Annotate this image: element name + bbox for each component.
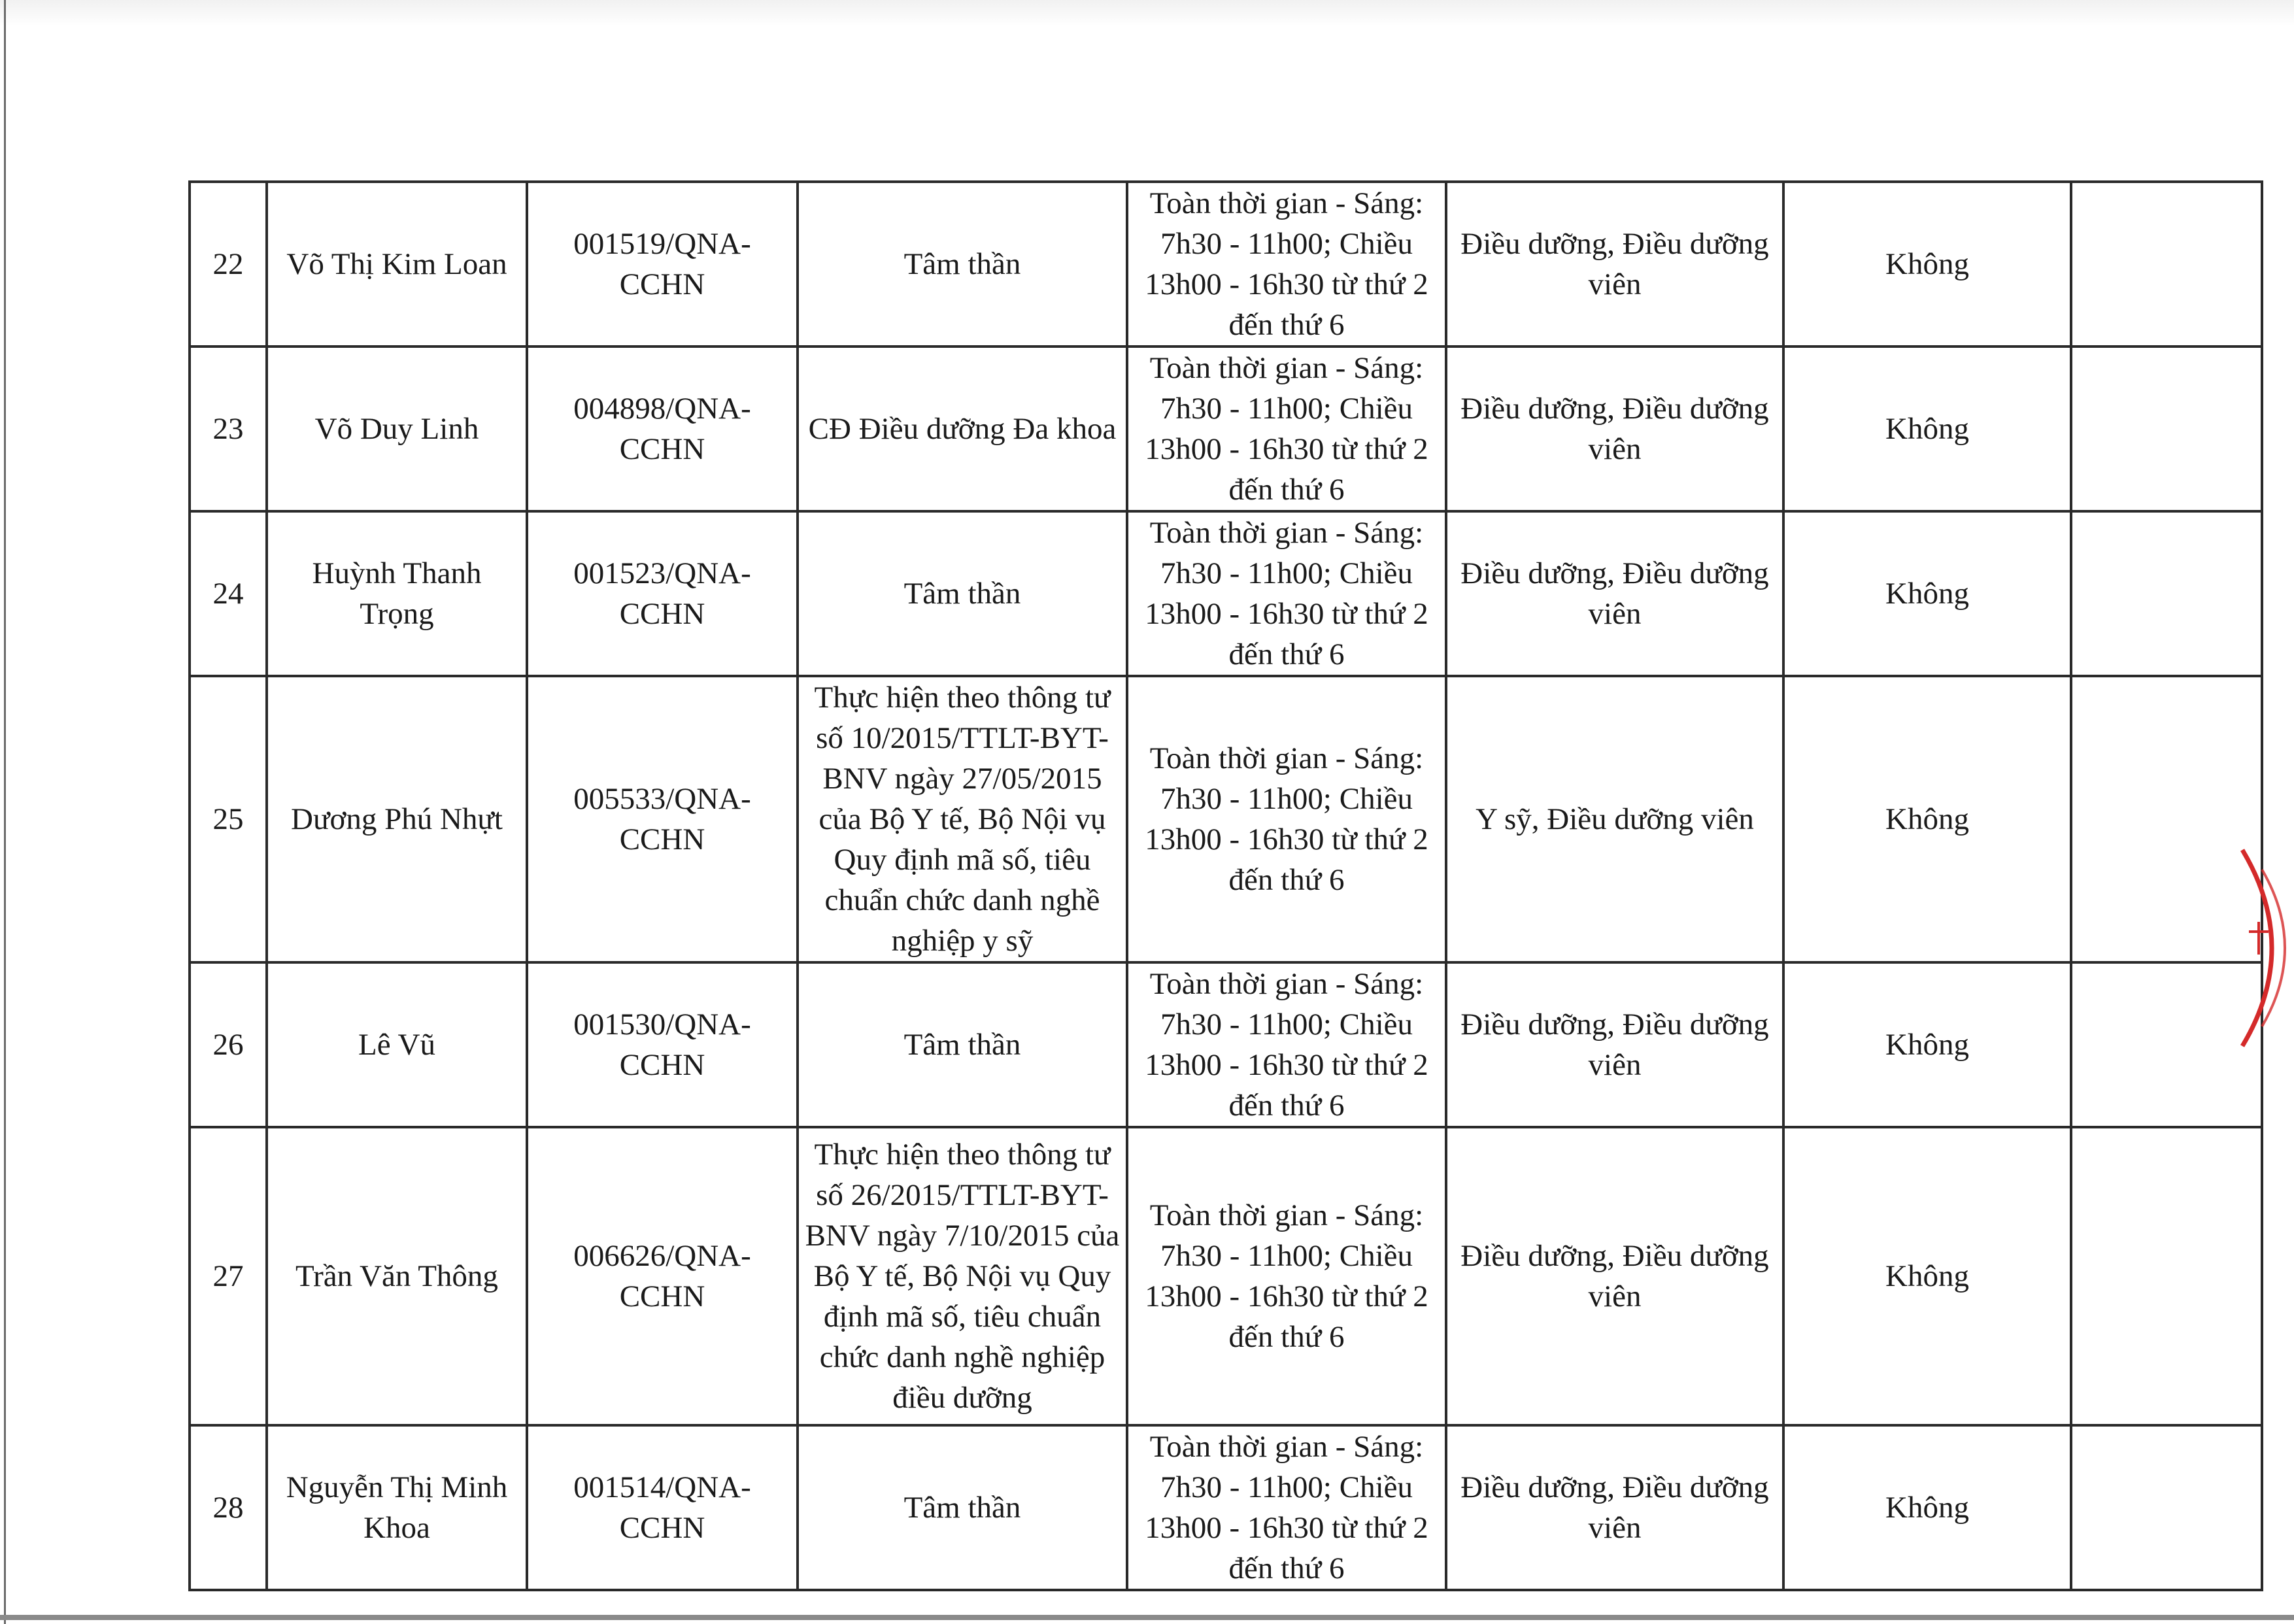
- row-number: 22: [190, 182, 267, 347]
- position: Điều dưỡng, Điều dưỡng viên: [1446, 1425, 1783, 1590]
- table-row: [190, 1425, 2262, 1590]
- certificate-number: 004898/QNA-CCHN: [527, 347, 798, 511]
- row-number: 25: [190, 676, 267, 962]
- position: Y sỹ, Điều dưỡng viên: [1446, 676, 1783, 962]
- position: Điều dưỡng, Điều dưỡng viên: [1446, 1127, 1783, 1425]
- scan-shading: [0, 0, 2294, 26]
- note: [2071, 511, 2262, 676]
- work-schedule: Toàn thời gian - Sáng: 7h30 - 11h00; Chiều 13h00 - 16h30 từ thứ 2 đến thứ 6: [1127, 1127, 1446, 1425]
- certificate-number: 001514/QNA-CCHN: [527, 1425, 798, 1590]
- certificate-number: 005533/QNA-CCHN: [527, 676, 798, 962]
- page-edge-left: [4, 0, 6, 1624]
- work-schedule: Toàn thời gian - Sáng: 7h30 - 11h00; Chiều 13h00 - 16h30 từ thứ 2 đến thứ 6: [1127, 347, 1446, 511]
- work-schedule: Toàn thời gian - Sáng: 7h30 - 11h00; Chiều 13h00 - 16h30 từ thứ 2 đến thứ 6: [1127, 182, 1446, 347]
- position: Điều dưỡng, Điều dưỡng viên: [1446, 347, 1783, 511]
- page-edge-bottom: [0, 1615, 2294, 1620]
- other-workplace: Không: [1783, 676, 2071, 962]
- staff-name: Dương Phú Nhựt: [267, 676, 527, 962]
- work-schedule: Toàn thời gian - Sáng: 7h30 - 11h00; Chiều 13h00 - 16h30 từ thứ 2 đến thứ 6: [1127, 1425, 1446, 1590]
- note: [2071, 1127, 2262, 1425]
- certificate-number: 001519/QNA-CCHN: [527, 182, 798, 347]
- row-number: 26: [190, 962, 267, 1127]
- other-workplace: Không: [1783, 347, 2071, 511]
- row-number: 24: [190, 511, 267, 676]
- practice-scope: Tâm thần: [798, 182, 1127, 347]
- note: [2071, 1425, 2262, 1590]
- staff-name: Lê Vũ: [267, 962, 527, 1127]
- certificate-number: 001523/QNA-CCHN: [527, 511, 798, 676]
- row-number: 23: [190, 347, 267, 511]
- note: [2071, 347, 2262, 511]
- work-schedule: Toàn thời gian - Sáng: 7h30 - 11h00; Chiều 13h00 - 16h30 từ thứ 2 đến thứ 6: [1127, 962, 1446, 1127]
- red-seal-fragment: [2229, 843, 2294, 1053]
- position: Điều dưỡng, Điều dưỡng viên: [1446, 511, 1783, 676]
- row-number: 27: [190, 1127, 267, 1425]
- row-number: 28: [190, 1425, 267, 1590]
- position: Điều dưỡng, Điều dưỡng viên: [1446, 182, 1783, 347]
- staff-name: Võ Duy Linh: [267, 347, 527, 511]
- table-row: [190, 511, 2262, 676]
- staff-name: Trần Văn Thông: [267, 1127, 527, 1425]
- practice-scope: CĐ Điều dưỡng Đa khoa: [798, 347, 1127, 511]
- other-workplace: Không: [1783, 962, 2071, 1127]
- staff-name: Nguyễn Thị Minh Khoa: [267, 1425, 527, 1590]
- certificate-number: 006626/QNA-CCHN: [527, 1127, 798, 1425]
- seal-mark: [2249, 922, 2269, 955]
- other-workplace: Không: [1783, 1127, 2071, 1425]
- table-row: [190, 676, 2262, 962]
- other-workplace: Không: [1783, 1425, 2071, 1590]
- table-row: [190, 182, 2262, 347]
- staff-name: Huỳnh Thanh Trọng: [267, 511, 527, 676]
- table-row: [190, 347, 2262, 511]
- staff-table: [188, 180, 2263, 1591]
- table-row: [190, 1127, 2262, 1425]
- certificate-number: 001530/QNA-CCHN: [527, 962, 798, 1127]
- practice-scope: Tâm thần: [798, 511, 1127, 676]
- work-schedule: Toàn thời gian - Sáng: 7h30 - 11h00; Chiều 13h00 - 16h30 từ thứ 2 đến thứ 6: [1127, 511, 1446, 676]
- work-schedule: Toàn thời gian - Sáng: 7h30 - 11h00; Chiều 13h00 - 16h30 từ thứ 2 đến thứ 6: [1127, 676, 1446, 962]
- practice-scope: Tâm thần: [798, 962, 1127, 1127]
- table-row: [190, 962, 2262, 1127]
- staff-name: Võ Thị Kim Loan: [267, 182, 527, 347]
- practice-scope: Tâm thần: [798, 1425, 1127, 1590]
- position: Điều dưỡng, Điều dưỡng viên: [1446, 962, 1783, 1127]
- practice-scope: Thực hiện theo thông tư số 26/2015/TTLT-BYT-BNV ngày 7/10/2015 của Bộ Y tế, Bộ Nội vụ Quy định mã số, tiêu chuẩn chức danh nghề nghiệp điều dưỡng: [798, 1127, 1127, 1425]
- other-workplace: Không: [1783, 182, 2071, 347]
- other-workplace: Không: [1783, 511, 2071, 676]
- practice-scope: Thực hiện theo thông tư số 10/2015/TTLT-BYT-BNV ngày 27/05/2015 của Bộ Y tế, Bộ Nội vụ Quy định mã số, tiêu chuẩn chức danh nghề nghiệp y sỹ: [798, 676, 1127, 962]
- note: [2071, 182, 2262, 347]
